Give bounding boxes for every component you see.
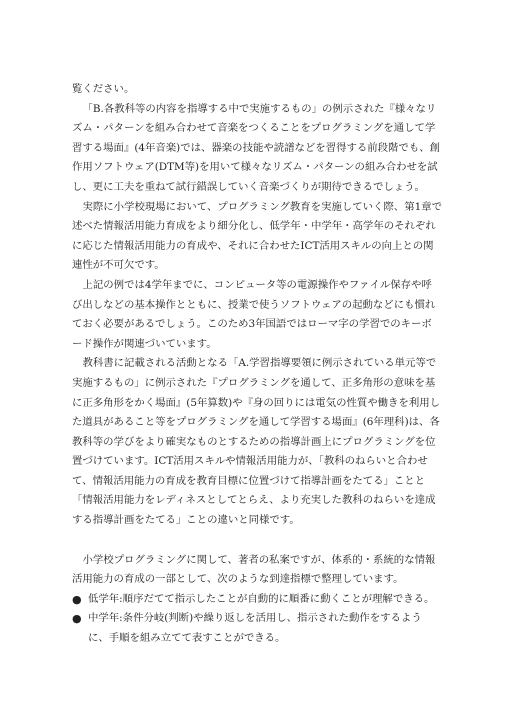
paragraph: 「B.各教科等の内容を指導する中で実施するもの」の例示された『様々なリズム・パターンを組み合わせて音楽をつくることをプログラミングを通して学習する場面』(4年音楽)では、器楽の技能や読譜などを習得する前段階でも、創作用ソフトウェア(DTM等)を用いて様々なリズム・パターンの組み合わせを試し、更に工夫を重ねて試行錯誤していく音楽づくりが期待できるでしょう。 [72,102,440,193]
paragraph: 上記の例では4学年までに、コンピュータ等の電源操作やファイル保存や呼び出しなどの基本操作とともに、授業で使うソフトウェアの起動などにも慣れておく必要があるでしょう。このため3年国語ではローマ字の学習でのキーボード操作が関連づいています。 [72,278,436,350]
list-item-text: 中学年:条件分岐(判断)や繰り返しを活用し、指示された動作をするように、手順を組み立てて表すことができる。 [88,612,422,645]
paragraph: 実際に小学校現場において、プログラミング教育を実施していく際、第1章で述べた情報活用能力育成をより細分化し、低学年・中学年・高学年のそれぞれに応じた情報活用能力の育成や、それに合わせたICT活用スキルの向上との関連性が不可欠です。 [72,200,442,272]
paragraph-continuation: 覧ください。 [72,83,135,95]
list-item [72,609,442,648]
paragraph: 小学校プログラミングに関して、著者の私案ですが、体系的・系統的な情報活用能力の育成の一部として、次のような到達指標で整理しています。 [72,553,436,586]
paragraph-spacer [72,531,442,551]
bullet-icon: ● [72,592,82,606]
list-item [72,590,442,610]
list-item-text: 低学年:順序だてて指示したことが自動的に順番に動くことが理解できる。 [88,592,435,605]
paragraph: 教科書に記載される活動となる「A.学習指導要領に例示されている単元等で実施するもの」に例示された『プログラミングを通して、正多角形の意味を基に正多角形をかく場面』(5年算数)や『身の回りには電気の性質や働きを利用した道具があること等をプログラミングを通して学習する場面』(6年理科)は、各教科等の学びをより確実なものとするための指導計画上にプログラミングを位置づけています。ICT活用スキルや情報活用能力が、「教科のねらいと合わせて、情報活用能力の育成を教育目標に位置づけて指導計画をたてる」ことと「情報活用能力をレディネスとしてとらえ、より充実した教科のねらいを達成する指導計画をたてる」ことの違いと同様です。 [72,357,440,527]
bullet-icon: ● [72,612,82,626]
body-text [72,80,442,649]
